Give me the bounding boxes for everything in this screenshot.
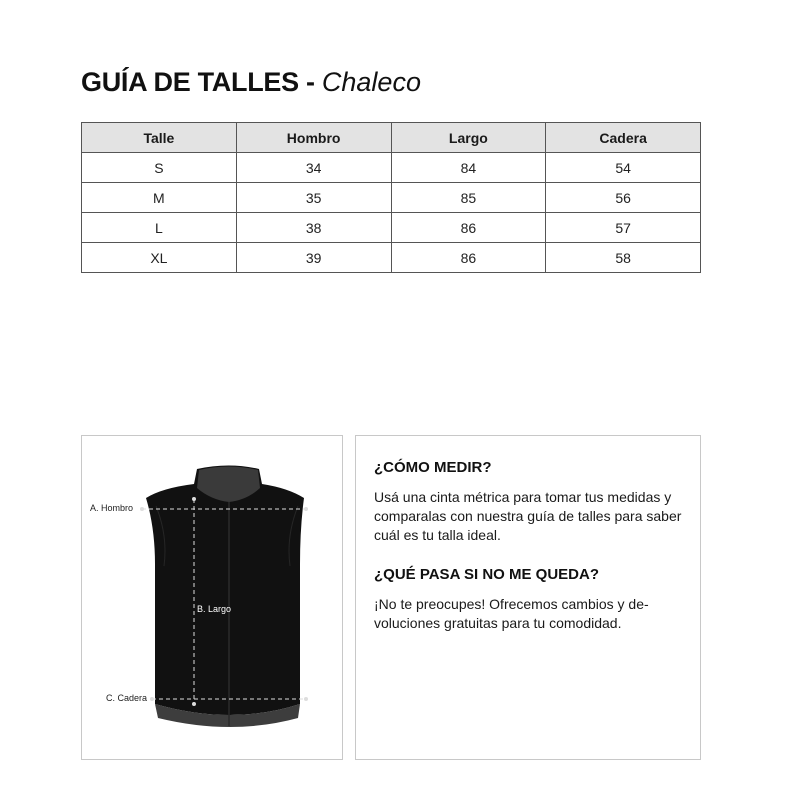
cell-hombro: 35 [236, 183, 391, 213]
cell-hombro: 38 [236, 213, 391, 243]
table-row [82, 183, 701, 213]
cell-hombro: 34 [236, 153, 391, 183]
header-talle: Talle [82, 123, 237, 153]
hombro-marker [140, 507, 144, 511]
how-to-measure-panel [355, 435, 701, 760]
info-content [374, 458, 694, 633]
header-hombro: Hombro [236, 123, 391, 153]
cell-talle: S [82, 153, 237, 183]
page-title [81, 62, 421, 102]
header-largo: Largo [391, 123, 546, 153]
hombro-marker [304, 507, 308, 511]
how-to-measure-heading: ¿CÓMO MEDIR? [374, 459, 492, 476]
label-cadera: C. Cadera [106, 693, 148, 703]
vest-body [146, 466, 304, 716]
cell-cadera: 56 [546, 183, 701, 213]
cell-cadera: 57 [546, 213, 701, 243]
measurement-diagram-panel [81, 435, 343, 760]
label-hombro: A. Hombro [90, 503, 134, 513]
returns-text: ¡No te preocupes! Ofrecemos cambios y de-voluciones gratuitas para tu comodidad. [374, 596, 649, 631]
how-to-measure-text: Usá una cinta métrica para tomar tus medidas y comparalas con nuestra guía de talles para saber cuál es tu talla ideal. [374, 489, 682, 543]
cell-hombro: 39 [236, 243, 391, 273]
largo-marker [192, 702, 196, 706]
table-row [82, 213, 701, 243]
largo-marker [192, 497, 196, 501]
cell-largo: 86 [391, 213, 546, 243]
cell-largo: 85 [391, 183, 546, 213]
cell-talle: XL [82, 243, 237, 273]
cell-cadera: 58 [546, 243, 701, 273]
cell-cadera: 54 [546, 153, 701, 183]
cell-largo: 84 [391, 153, 546, 183]
title-main: GUÍA DE TALLES - [81, 67, 322, 97]
size-table [81, 122, 701, 273]
cell-talle: L [82, 213, 237, 243]
table-row [82, 243, 701, 273]
cell-talle: M [82, 183, 237, 213]
cadera-marker [150, 697, 154, 701]
label-largo: B. Largo [197, 604, 232, 614]
table-row [82, 153, 701, 183]
cadera-marker [304, 697, 308, 701]
cell-largo: 86 [391, 243, 546, 273]
vest-illustration [82, 436, 342, 759]
header-cadera: Cadera [546, 123, 701, 153]
title-product: Chaleco [321, 67, 421, 97]
table-header-row [82, 123, 701, 153]
returns-heading: ¿QUÉ PASA SI NO ME QUEDA? [374, 566, 600, 583]
